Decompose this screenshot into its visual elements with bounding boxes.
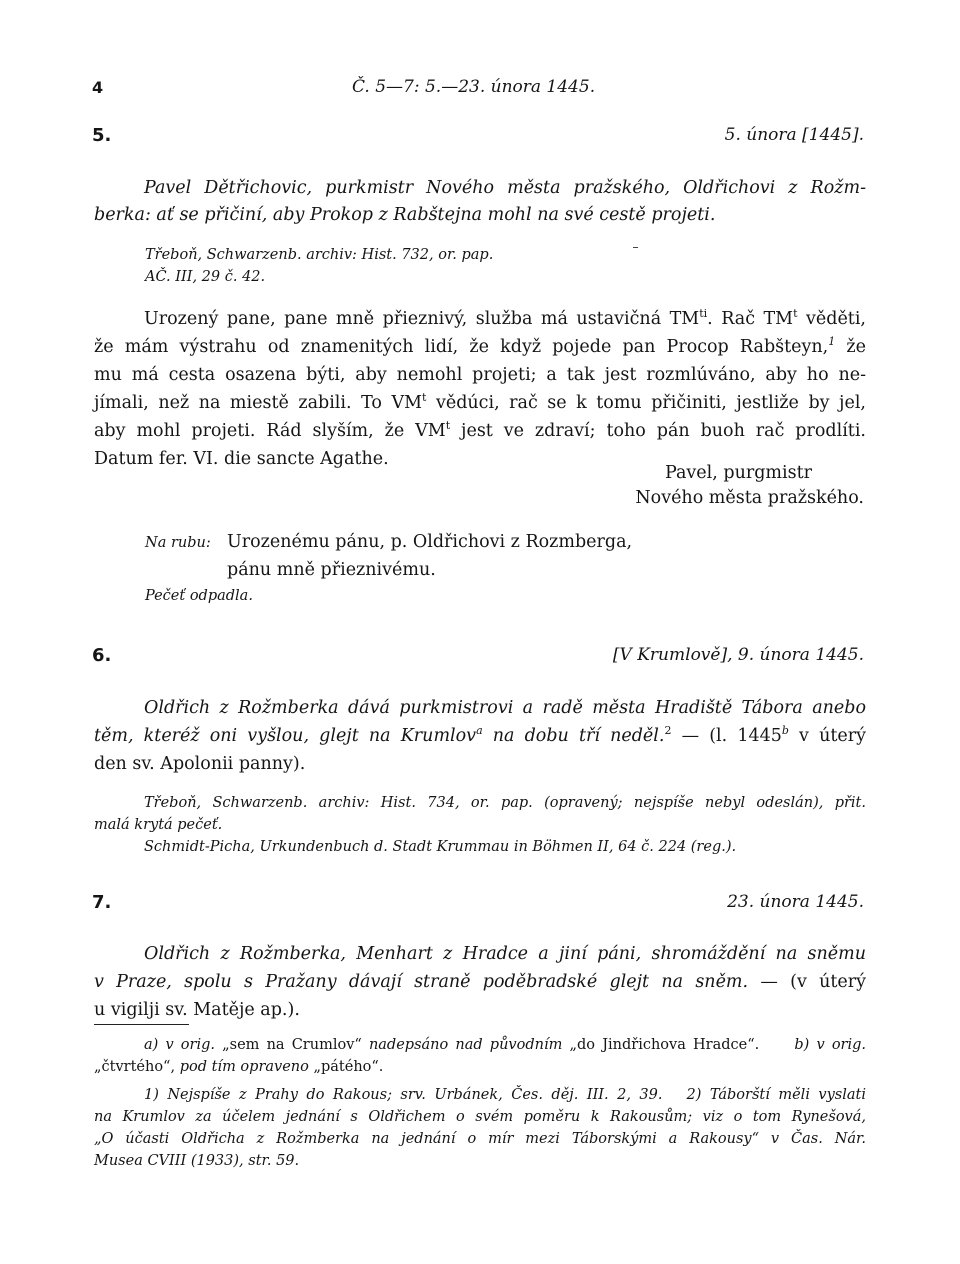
- text-span: že: [835, 337, 866, 357]
- note-label: a) v orig.: [144, 1037, 215, 1053]
- regest-line: den sv. Apolonii panny).: [94, 754, 306, 774]
- text-span: aby mohl projeti. Rád slyším, že VM: [94, 421, 446, 441]
- note-ref: b: [781, 724, 789, 738]
- note-quote: „sem na Crumlov“: [222, 1037, 362, 1053]
- doc-date-5: 5. února [1445].: [724, 125, 864, 145]
- signature-line: Pavel, purgmistr: [665, 463, 812, 483]
- text-span: těm, kteréž oni vyšlou, glejt na Krumlov: [94, 726, 477, 746]
- archive-line: Třeboň, Schwarzenb. archiv: Hist. 732, or. pap.: [145, 247, 494, 263]
- verso-line: Urozenému pánu, p. Oldřichovi z Rozmberga,: [227, 532, 633, 552]
- text-span: vědúci, rač se k tomu přičiniti, jestliže by jel,: [426, 393, 866, 413]
- doc-number-5: 5.: [92, 125, 112, 146]
- signature-line: Nového města pražského.: [635, 488, 864, 508]
- superscript: ti: [699, 307, 708, 321]
- note-line: [94, 1084, 866, 1106]
- scan-mark: [633, 247, 638, 248]
- doc6-archive: [94, 792, 866, 858]
- text-span: na dobu tří neděl.: [482, 726, 665, 746]
- text-line: [94, 333, 866, 361]
- note-line: Musea CVIII (1933), str. 59.: [94, 1153, 300, 1169]
- text-span: jest ve zdraví; toho pán buoh rač prodlíti.: [450, 421, 866, 441]
- archive-line: Schmidt-Picha, Urkundenbuch d. Stadt Krummau in Böhmen II, 64 č. 224 (reg.).: [144, 839, 737, 855]
- regest-line: Oldřich z Rožmberka dává purkmistrovi a radě města Hradiště Tábora anebo: [144, 698, 866, 718]
- regest-line: Oldřich z Rožmberka, Menhart z Hradce a jiní páni, shromáždění na sněmu: [144, 944, 866, 964]
- doc-number-6: 6.: [92, 645, 112, 666]
- page-number: 4: [92, 78, 104, 97]
- note-line: [94, 1034, 866, 1056]
- archive-line: malá krytá pečeť.: [94, 817, 223, 833]
- regest-line: [94, 722, 866, 750]
- superscript: t: [445, 419, 451, 433]
- footnotes-critical: [94, 1034, 866, 1078]
- note-line: „O účasti Oldřicha z Rožmberka na jednání o mír mezi Táborskými a Rakousy“ v Čas. Nár.: [94, 1131, 866, 1147]
- text-span: . Rač TM: [707, 309, 794, 329]
- text-span: že mám výstrahu od znamenitých lidí, že když pojede pan Procop Rabšteyn,: [94, 337, 829, 357]
- doc5-regest: [94, 175, 866, 229]
- text-span: věděti,: [797, 309, 866, 329]
- note-text: nadepsáno nad původním: [368, 1037, 563, 1053]
- doc5-archive: [145, 244, 493, 288]
- note-line: [94, 1056, 866, 1078]
- doc-date-7: 23. února 1445.: [727, 892, 864, 912]
- text-span: jímali, než na miestě zabili. To VM: [94, 393, 423, 413]
- footnote-rule: [94, 1024, 189, 1025]
- running-title: Č. 5—7: 5.—23. února 1445.: [352, 77, 596, 97]
- text-line: [94, 305, 866, 333]
- footnote-2: 2) Táborští měli vyslati: [686, 1087, 866, 1103]
- footnotes-explanatory: [94, 1084, 866, 1172]
- doc5-regest-line: Pavel Dětřichovic, purkmistr Nového města pražského, Oldřichovi z Rožm-: [144, 178, 866, 198]
- verso-line: pánu mně přieznivému.: [227, 560, 436, 580]
- text-line: Datum fer. VI. die sancte Agathe.: [94, 449, 389, 469]
- superscript: t: [793, 307, 798, 321]
- archive-line: AČ. III, 29 č. 42.: [145, 269, 266, 285]
- doc5-text: [94, 305, 866, 473]
- doc6-regest: [94, 694, 866, 778]
- text-span: v Praze, spolu s Pražany dávají straně poděbradské glejt na sněm.: [94, 972, 749, 992]
- doc-number-7: 7.: [92, 892, 112, 913]
- text-line: mu má cesta osazena býti, aby nemohl projeti; a tak jest rozmlúváno, aby ho ne-: [94, 365, 866, 385]
- doc7-regest: [94, 940, 866, 1024]
- text-span: v úterý: [788, 726, 866, 746]
- note-quote: „pátého“.: [313, 1059, 384, 1075]
- text-span: — (v úterý: [748, 972, 866, 992]
- verso-address: [227, 528, 632, 584]
- text-span: — (l. 1445: [671, 726, 782, 746]
- footnote-1: 1) Nejspíše z Prahy do Rakous; srv. Urbánek, Čes. děj. III. 2, 39.: [144, 1087, 663, 1103]
- seal-note: Pečeť odpadla.: [145, 588, 253, 604]
- doc5-regest-line: berka: ať se přičiní, aby Prokop z Rabštejna mohl na své cestě projeti.: [94, 205, 716, 225]
- archive-line: Třeboň, Schwarzenb. archiv: Hist. 734, or. pap. (opravený; nejspíše nebyl odeslán), přit.: [144, 795, 866, 811]
- note-label: b) v orig.: [794, 1037, 867, 1053]
- text-line: [94, 417, 866, 445]
- note-line: na Krumlov za účelem jednání s Oldřichem o svém poměru k Rakousům; viz o tom Rynešová,: [94, 1109, 866, 1125]
- note-quote: „čtvrtého“,: [94, 1059, 176, 1075]
- text-line: [94, 389, 866, 417]
- verso-label: Na rubu:: [145, 535, 211, 551]
- footnote-ref: 2: [664, 724, 672, 738]
- note-text: pod tím opraveno: [179, 1059, 309, 1075]
- regest-line: [94, 968, 866, 996]
- text-span: Urozený pane, pane mně přieznivý, služba má ustavičná TM: [144, 309, 700, 329]
- superscript: t: [422, 391, 427, 405]
- note-quote: „do Jindřichova Hradce“.: [569, 1037, 760, 1053]
- doc-date-6: [V Krumlově], 9. února 1445.: [612, 645, 864, 665]
- footnote-ref: 1: [828, 335, 836, 349]
- note-ref: a: [476, 724, 483, 738]
- regest-line: u vigilji sv. Matěje ap.).: [94, 1000, 300, 1020]
